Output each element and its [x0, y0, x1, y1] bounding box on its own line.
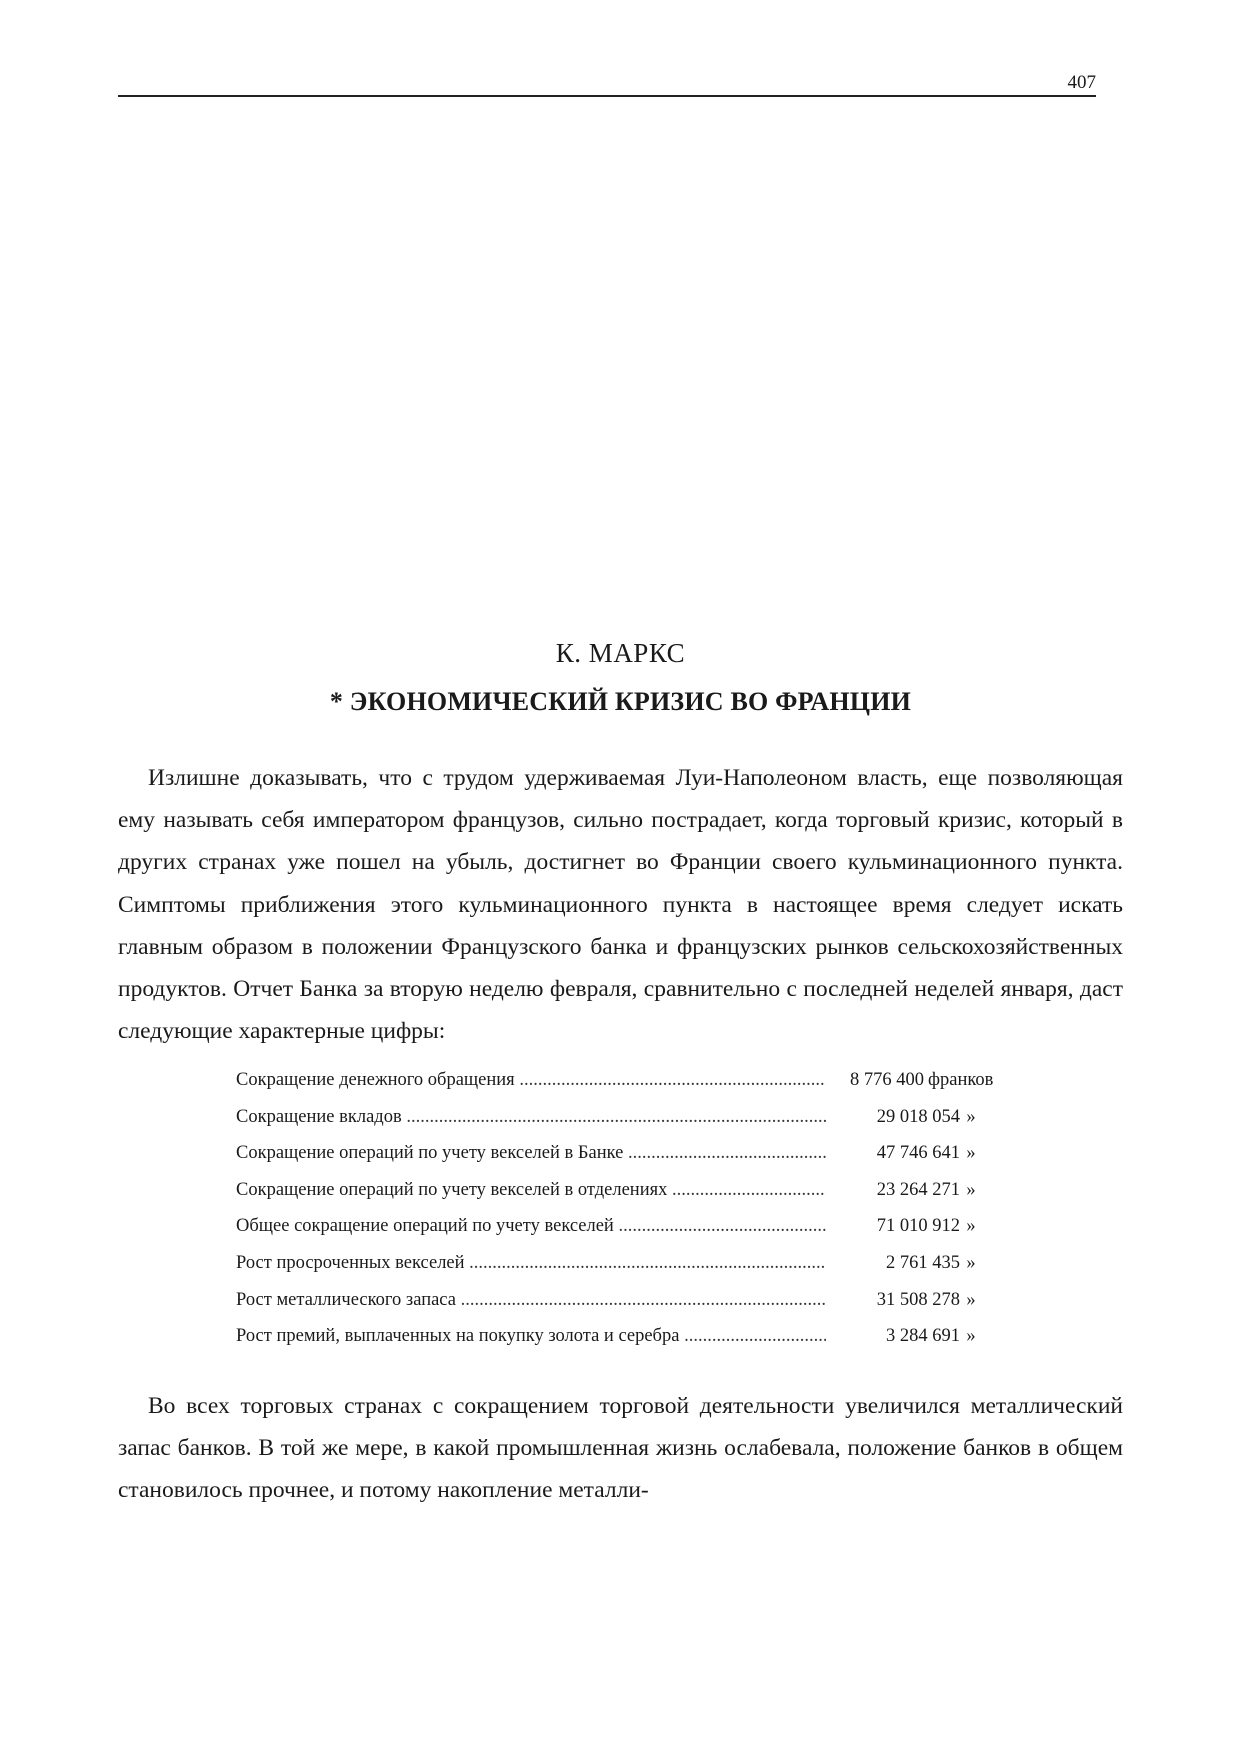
statistics-value: 29 018 054: [826, 1106, 960, 1128]
paragraph-intro: Излишне доказывать, что с трудом удерживаемая Луи-Наполеоном власть, еще позволяющая ему называть себя императором французов, сильно пострадает, когда торговый кризис, который в других странах уже пошел на убыль, достигнет во Франции своего кульминационного пункта. Симптомы приближения этого кульминационного пункта в настоящее время следует искать главным образом в положении Французского банка и французских рынков сельскохозяйственных продуктов. Отчет Банка за вторую неделю февраля, сравнительно с последней неделей января, даст следующие характерные цифры:: [118, 765, 1123, 1045]
statistics-label: Сокращение вкладов .....: [236, 1106, 826, 1128]
article-author: К. МАРКС: [555, 638, 686, 668]
statistics-table: [236, 1069, 1016, 1362]
statistics-row: [236, 1069, 1016, 1106]
statistics-row: [236, 1252, 1016, 1289]
statistics-value: 31 508 278: [826, 1289, 960, 1311]
statistics-unit: »: [966, 1289, 976, 1310]
statistics-unit: »: [966, 1216, 976, 1237]
statistics-unit: »: [966, 1326, 976, 1347]
statistics-value: 23 264 271: [826, 1179, 960, 1201]
statistics-row: [236, 1289, 1016, 1326]
statistics-value: 71 010 912: [826, 1215, 960, 1237]
statistics-value: 3 284 691: [826, 1325, 960, 1347]
statistics-row: [236, 1142, 1016, 1179]
statistics-label: Рост металлического запаса .....: [236, 1289, 826, 1311]
statistics-label: Рост просроченных векселей .....: [236, 1252, 826, 1274]
statistics-row: [236, 1325, 1016, 1362]
page-number: 407: [1067, 72, 1096, 93]
statistics-label: Сокращение денежного обращения .....: [236, 1069, 826, 1091]
header-rule: [118, 95, 1096, 97]
statistics-row: [236, 1106, 1016, 1143]
statistics-label: Общее сокращение операций по учету векселей .....: [236, 1215, 826, 1237]
statistics-label: Сокращение операций по учету векселей в Банке .....: [236, 1142, 826, 1164]
statistics-unit: »: [966, 1106, 976, 1127]
statistics-label: Сокращение операций по учету векселей в отделениях .....: [236, 1179, 826, 1201]
statistics-row: [236, 1215, 1016, 1252]
statistics-value: 8 776 400: [826, 1069, 924, 1091]
statistics-unit: »: [966, 1252, 976, 1273]
statistics-value: 2 761 435: [826, 1252, 960, 1274]
statistics-unit: »: [966, 1179, 976, 1200]
statistics-label: Рост премий, выплаченных на покупку золота и серебра .....: [236, 1325, 826, 1347]
statistics-unit: франков: [928, 1070, 994, 1090]
paragraph-continuation: Во всех торговых странах с сокращением торговой деятельности увеличился металлический запас банков. В той же мере, в какой промышленная жизнь ослабевала, положение банков в общем становилось прочнее, и потому накопление металли-: [118, 1393, 1123, 1504]
statistics-value: 47 746 641: [826, 1142, 960, 1164]
statistics-row: [236, 1179, 1016, 1216]
statistics-unit: »: [966, 1143, 976, 1164]
article-title: * ЭКОНОМИЧЕСКИЙ КРИЗИС ВО ФРАНЦИИ: [329, 687, 912, 716]
